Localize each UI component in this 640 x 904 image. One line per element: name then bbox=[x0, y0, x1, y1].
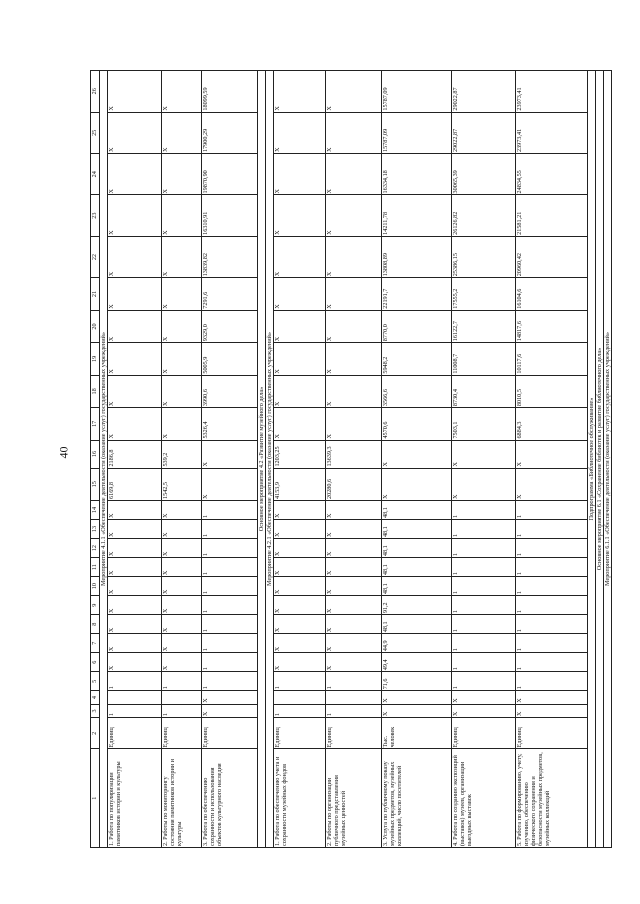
value-cell: 1 bbox=[516, 520, 588, 539]
unit-cell: Единиц bbox=[162, 718, 202, 749]
value-cell: 16310,91 bbox=[202, 195, 258, 236]
table-row bbox=[202, 71, 258, 848]
value-cell bbox=[162, 691, 202, 704]
table-row bbox=[274, 71, 326, 848]
column-number: 2 bbox=[91, 718, 100, 749]
value-cell: X bbox=[162, 343, 202, 375]
value-cell: X bbox=[326, 539, 382, 558]
value-cell: 4570,6 bbox=[382, 408, 452, 440]
value-cell: X bbox=[274, 408, 326, 440]
section-heading-row bbox=[258, 71, 266, 848]
value-cell: 14211,78 bbox=[382, 195, 452, 236]
value-cell: X bbox=[108, 520, 162, 539]
value-cell: 1 bbox=[108, 672, 162, 691]
row-name-cell: 2. Работы по организации публичного представления музейных ценностей bbox=[326, 749, 382, 848]
column-number: 20 bbox=[91, 310, 100, 342]
row-name-cell: 5. Работа по формированию, учету, изучению, обеспечению физического сохранения и безопасности музейных предметов, музейных коллекций bbox=[516, 749, 588, 848]
value-cell: X bbox=[452, 691, 516, 704]
value-cell: X bbox=[326, 653, 382, 672]
value-cell: X bbox=[108, 278, 162, 310]
value-cell: 1 bbox=[452, 634, 516, 653]
value-cell: X bbox=[452, 468, 516, 500]
value-cell: 17555,2 bbox=[452, 278, 516, 310]
column-number: 10 bbox=[91, 577, 100, 596]
table-row bbox=[382, 71, 452, 848]
value-cell: 3990,6 bbox=[202, 375, 258, 407]
value-cell: X bbox=[326, 577, 382, 596]
value-cell: X bbox=[108, 112, 162, 153]
value-cell: 18099,59 bbox=[202, 71, 258, 113]
column-number: 7 bbox=[91, 634, 100, 653]
column-number-row bbox=[91, 71, 100, 848]
value-cell: X bbox=[516, 691, 588, 704]
column-number: 19 bbox=[91, 343, 100, 375]
value-cell: 2186,8 bbox=[108, 440, 162, 468]
section-heading: Основное мероприятие 6.1 «Сохранение библиотек и развитие библиотечного дела» bbox=[596, 71, 604, 848]
value-cell: X bbox=[326, 615, 382, 634]
value-cell: X bbox=[162, 596, 202, 615]
value-cell: 1 bbox=[516, 500, 588, 519]
value-cell: X bbox=[202, 704, 258, 717]
column-number: 5 bbox=[91, 672, 100, 691]
value-cell: X bbox=[108, 558, 162, 577]
value-cell: X bbox=[326, 112, 382, 153]
column-number: 22 bbox=[91, 236, 100, 277]
value-cell: X bbox=[382, 704, 452, 717]
value-cell: 71,6 bbox=[382, 672, 452, 691]
value-cell: X bbox=[452, 704, 516, 717]
value-cell: X bbox=[162, 653, 202, 672]
section-heading-row bbox=[604, 71, 612, 848]
value-cell: 1 bbox=[452, 539, 516, 558]
indicators-table bbox=[90, 70, 612, 848]
value-cell: 49,4 bbox=[382, 653, 452, 672]
value-cell: X bbox=[108, 408, 162, 440]
value-cell: 21581,21 bbox=[516, 195, 588, 236]
value-cell: X bbox=[274, 112, 326, 153]
value-cell: X bbox=[108, 343, 162, 375]
value-cell: 11008,7 bbox=[452, 343, 516, 375]
value-cell: 48,1 bbox=[382, 577, 452, 596]
value-cell bbox=[326, 691, 382, 704]
value-cell: 3566,6 bbox=[382, 375, 452, 407]
value-cell: 1 bbox=[452, 596, 516, 615]
value-cell: X bbox=[274, 500, 326, 519]
value-cell: 1 bbox=[202, 577, 258, 596]
value-cell: 9329,0 bbox=[202, 310, 258, 342]
value-cell: X bbox=[108, 71, 162, 113]
value-cell: 1 bbox=[516, 615, 588, 634]
value-cell: X bbox=[274, 310, 326, 342]
value-cell: 23973,41 bbox=[516, 112, 588, 153]
value-cell: 1 bbox=[202, 596, 258, 615]
value-cell: X bbox=[162, 112, 202, 153]
value-cell: X bbox=[274, 154, 326, 195]
value-cell: 1 bbox=[202, 615, 258, 634]
value-cell bbox=[108, 691, 162, 704]
value-cell: 16122,7 bbox=[452, 310, 516, 342]
value-cell: X bbox=[274, 375, 326, 407]
table-row bbox=[108, 71, 162, 848]
value-cell: 1 bbox=[516, 634, 588, 653]
value-cell: X bbox=[326, 558, 382, 577]
value-cell: 1 bbox=[202, 539, 258, 558]
value-cell: 15787,09 bbox=[382, 71, 452, 113]
section-heading: Мероприятие 4.1.1 «Обеспечение деятельности (оказание услуг) государственных учреждений» bbox=[100, 71, 108, 848]
value-cell: 1 bbox=[516, 653, 588, 672]
value-cell: X bbox=[202, 440, 258, 468]
value-cell: X bbox=[382, 468, 452, 500]
value-cell: 1 bbox=[162, 672, 202, 691]
value-cell: 91,2 bbox=[382, 596, 452, 615]
table-body bbox=[91, 71, 612, 848]
value-cell: X bbox=[326, 310, 382, 342]
value-cell: X bbox=[162, 539, 202, 558]
value-cell: 20960,42 bbox=[516, 236, 588, 277]
value-cell: X bbox=[326, 408, 382, 440]
column-number: 24 bbox=[91, 154, 100, 195]
value-cell: X bbox=[516, 440, 588, 468]
value-cell: 14817,6 bbox=[516, 310, 588, 342]
unit-cell: Единиц bbox=[274, 718, 326, 749]
column-number: 12 bbox=[91, 539, 100, 558]
value-cell: 13639,3 bbox=[326, 440, 382, 468]
value-cell: X bbox=[108, 195, 162, 236]
value-cell: X bbox=[274, 653, 326, 672]
value-cell: 48,1 bbox=[382, 539, 452, 558]
value-cell: 48,1 bbox=[382, 500, 452, 519]
unit-cell: Единиц bbox=[326, 718, 382, 749]
section-heading-row bbox=[100, 71, 108, 848]
value-cell: X bbox=[274, 577, 326, 596]
value-cell: 1 bbox=[202, 558, 258, 577]
value-cell: X bbox=[326, 375, 382, 407]
value-cell: X bbox=[274, 558, 326, 577]
value-cell: X bbox=[108, 375, 162, 407]
column-number: 15 bbox=[91, 468, 100, 500]
value-cell: 26126,82 bbox=[452, 195, 516, 236]
column-number: 1 bbox=[91, 749, 100, 848]
value-cell: X bbox=[108, 577, 162, 596]
row-name-cell: 3. Работа по обеспечению сохранности и использования объектов культурного наследия bbox=[202, 749, 258, 848]
value-cell: 1 bbox=[452, 615, 516, 634]
value-cell: X bbox=[162, 154, 202, 195]
value-cell: 7503,1 bbox=[452, 408, 516, 440]
value-cell: X bbox=[162, 500, 202, 519]
value-cell: 13808,89 bbox=[382, 236, 452, 277]
value-cell: X bbox=[326, 500, 382, 519]
row-name-cell: 4. Работа по созданию экспозиций (выставок) музеев, организации выездных выставок bbox=[452, 749, 516, 848]
value-cell: 5948,2 bbox=[382, 343, 452, 375]
table-row bbox=[516, 71, 588, 848]
value-cell: X bbox=[202, 468, 258, 500]
row-name-cell: 1. Работа по обеспечению учета и сохранности музейных фондов bbox=[274, 749, 326, 848]
value-cell: 20280,6 bbox=[326, 468, 382, 500]
value-cell: 48,1 bbox=[382, 558, 452, 577]
value-cell: X bbox=[162, 236, 202, 277]
value-cell: X bbox=[162, 615, 202, 634]
value-cell: 1 bbox=[108, 704, 162, 717]
value-cell: 8010,5 bbox=[516, 375, 588, 407]
column-number: 25 bbox=[91, 112, 100, 153]
table-row bbox=[162, 71, 202, 848]
value-cell: X bbox=[162, 278, 202, 310]
value-cell: 1 bbox=[452, 500, 516, 519]
value-cell: 1 bbox=[274, 672, 326, 691]
value-cell bbox=[274, 691, 326, 704]
value-cell: X bbox=[326, 634, 382, 653]
value-cell: 23973,41 bbox=[516, 71, 588, 113]
unit-cell: Единиц bbox=[452, 718, 516, 749]
section-heading-row bbox=[588, 71, 596, 848]
value-cell: 1 bbox=[516, 577, 588, 596]
landscape-table-container bbox=[90, 70, 611, 848]
column-number: 3 bbox=[91, 704, 100, 717]
value-cell: 1542,5 bbox=[162, 468, 202, 500]
value-cell: 19870,90 bbox=[202, 154, 258, 195]
value-cell: 24834,55 bbox=[516, 154, 588, 195]
value-cell: 30065,39 bbox=[452, 154, 516, 195]
value-cell: 5005,9 bbox=[202, 343, 258, 375]
value-cell: X bbox=[326, 343, 382, 375]
value-cell: X bbox=[452, 440, 516, 468]
value-cell: X bbox=[326, 154, 382, 195]
column-number: 9 bbox=[91, 596, 100, 615]
unit-cell: Единиц bbox=[108, 718, 162, 749]
value-cell: X bbox=[162, 375, 202, 407]
value-cell: X bbox=[326, 195, 382, 236]
value-cell: X bbox=[108, 653, 162, 672]
value-cell: X bbox=[274, 278, 326, 310]
value-cell: X bbox=[326, 520, 382, 539]
section-heading-row bbox=[596, 71, 604, 848]
value-cell: 22191,7 bbox=[382, 278, 452, 310]
value-cell: 1 bbox=[202, 520, 258, 539]
value-cell: X bbox=[108, 539, 162, 558]
value-cell: 1 bbox=[202, 634, 258, 653]
value-cell: X bbox=[274, 71, 326, 113]
value-cell: X bbox=[326, 236, 382, 277]
value-cell: 1 bbox=[326, 704, 382, 717]
value-cell: 1 bbox=[452, 577, 516, 596]
value-cell: 1 bbox=[202, 653, 258, 672]
value-cell: 48,1 bbox=[382, 615, 452, 634]
value-cell: 4153,9 bbox=[274, 468, 326, 500]
value-cell: X bbox=[382, 440, 452, 468]
value-cell: 48,1 bbox=[382, 520, 452, 539]
value-cell: X bbox=[274, 195, 326, 236]
column-number: 26 bbox=[91, 71, 100, 113]
value-cell: X bbox=[274, 539, 326, 558]
value-cell: X bbox=[274, 615, 326, 634]
column-number: 18 bbox=[91, 375, 100, 407]
value-cell: 1 bbox=[516, 596, 588, 615]
column-number: 21 bbox=[91, 278, 100, 310]
value-cell: X bbox=[162, 577, 202, 596]
value-cell: 16104,6 bbox=[516, 278, 588, 310]
value-cell: X bbox=[326, 596, 382, 615]
column-number: 17 bbox=[91, 408, 100, 440]
value-cell: X bbox=[274, 596, 326, 615]
table-row bbox=[326, 71, 382, 848]
page-number: 40 bbox=[56, 446, 71, 459]
section-heading: Основное мероприятие 4.2 «Развитие музейного дела» bbox=[258, 71, 266, 848]
value-cell: 6884,3 bbox=[516, 408, 588, 440]
value-cell: X bbox=[162, 558, 202, 577]
value-cell: X bbox=[108, 634, 162, 653]
value-cell: 17900,29 bbox=[202, 112, 258, 153]
value-cell: 15787,09 bbox=[382, 112, 452, 153]
value-cell: X bbox=[162, 310, 202, 342]
value-cell: 1 bbox=[202, 500, 258, 519]
value-cell: 1 bbox=[516, 539, 588, 558]
value-cell: X bbox=[162, 195, 202, 236]
column-number: 6 bbox=[91, 653, 100, 672]
value-cell: 1 bbox=[516, 558, 588, 577]
value-cell: 44,9 bbox=[382, 634, 452, 653]
value-cell: X bbox=[162, 634, 202, 653]
value-cell: 25386,15 bbox=[452, 236, 516, 277]
value-cell: X bbox=[108, 310, 162, 342]
value-cell: 1 bbox=[452, 558, 516, 577]
value-cell: 539,2 bbox=[162, 440, 202, 468]
unit-cell: Единиц bbox=[516, 718, 588, 749]
value-cell: 13839,82 bbox=[202, 236, 258, 277]
value-cell: 7291,6 bbox=[202, 278, 258, 310]
value-cell: 8730,4 bbox=[452, 375, 516, 407]
value-cell: X bbox=[274, 634, 326, 653]
value-cell: X bbox=[162, 520, 202, 539]
value-cell: X bbox=[108, 236, 162, 277]
value-cell: X bbox=[202, 691, 258, 704]
value-cell: X bbox=[108, 500, 162, 519]
value-cell: X bbox=[162, 71, 202, 113]
row-name-cell: 2. Работы по мониторингу состояния памятников истории и культуры bbox=[162, 749, 202, 848]
rotated-table-frame bbox=[90, 70, 611, 848]
value-cell: 1203,25 bbox=[274, 440, 326, 468]
value-cell: 5326,4 bbox=[202, 408, 258, 440]
value-cell: 6169,8 bbox=[108, 468, 162, 500]
value-cell: X bbox=[274, 343, 326, 375]
table-row bbox=[452, 71, 516, 848]
value-cell: X bbox=[108, 154, 162, 195]
column-number: 8 bbox=[91, 615, 100, 634]
value-cell: 1 bbox=[452, 653, 516, 672]
column-number: 23 bbox=[91, 195, 100, 236]
column-number: 13 bbox=[91, 520, 100, 539]
column-number: 14 bbox=[91, 500, 100, 519]
value-cell: 10117,6 bbox=[516, 343, 588, 375]
unit-cell: Тыс. человек bbox=[382, 718, 452, 749]
value-cell: X bbox=[108, 596, 162, 615]
section-heading: Мероприятие 6.1.1 «Обеспечение деятельности (оказание услуг) государственных учреждений» bbox=[604, 71, 612, 848]
value-cell: 1 bbox=[326, 672, 382, 691]
value-cell: X bbox=[162, 408, 202, 440]
value-cell: 16334,18 bbox=[382, 154, 452, 195]
value-cell: 1 bbox=[274, 704, 326, 717]
value-cell: X bbox=[516, 704, 588, 717]
section-heading: Подпрограмма «Библиотечное обслуживание» bbox=[588, 71, 596, 848]
unit-cell: Единиц bbox=[202, 718, 258, 749]
value-cell: X bbox=[326, 278, 382, 310]
row-name-cell: 1. Работа по популяризации памятников истории и культуры bbox=[108, 749, 162, 848]
value-cell: 1 bbox=[162, 704, 202, 717]
value-cell: X bbox=[382, 691, 452, 704]
value-cell: 29022,87 bbox=[452, 112, 516, 153]
value-cell: X bbox=[274, 520, 326, 539]
section-heading-row bbox=[266, 71, 274, 848]
column-number: 4 bbox=[91, 691, 100, 704]
value-cell: 8770,0 bbox=[382, 310, 452, 342]
column-number: 11 bbox=[91, 558, 100, 577]
value-cell: 1 bbox=[452, 672, 516, 691]
value-cell: 1 bbox=[202, 672, 258, 691]
value-cell: 29022,87 bbox=[452, 71, 516, 113]
row-name-cell: 3. Услуга по публичному показу музейных предметов, музейных коллекций, число посетителей bbox=[382, 749, 452, 848]
value-cell: X bbox=[108, 615, 162, 634]
value-cell: 1 bbox=[452, 520, 516, 539]
section-heading: Мероприятие 4.2.1 «Обеспечение деятельности (оказание услуг) государственных учреждений» bbox=[266, 71, 274, 848]
value-cell: X bbox=[516, 468, 588, 500]
value-cell: X bbox=[326, 71, 382, 113]
value-cell: 1 bbox=[516, 672, 588, 691]
value-cell: X bbox=[274, 236, 326, 277]
column-number: 16 bbox=[91, 440, 100, 468]
